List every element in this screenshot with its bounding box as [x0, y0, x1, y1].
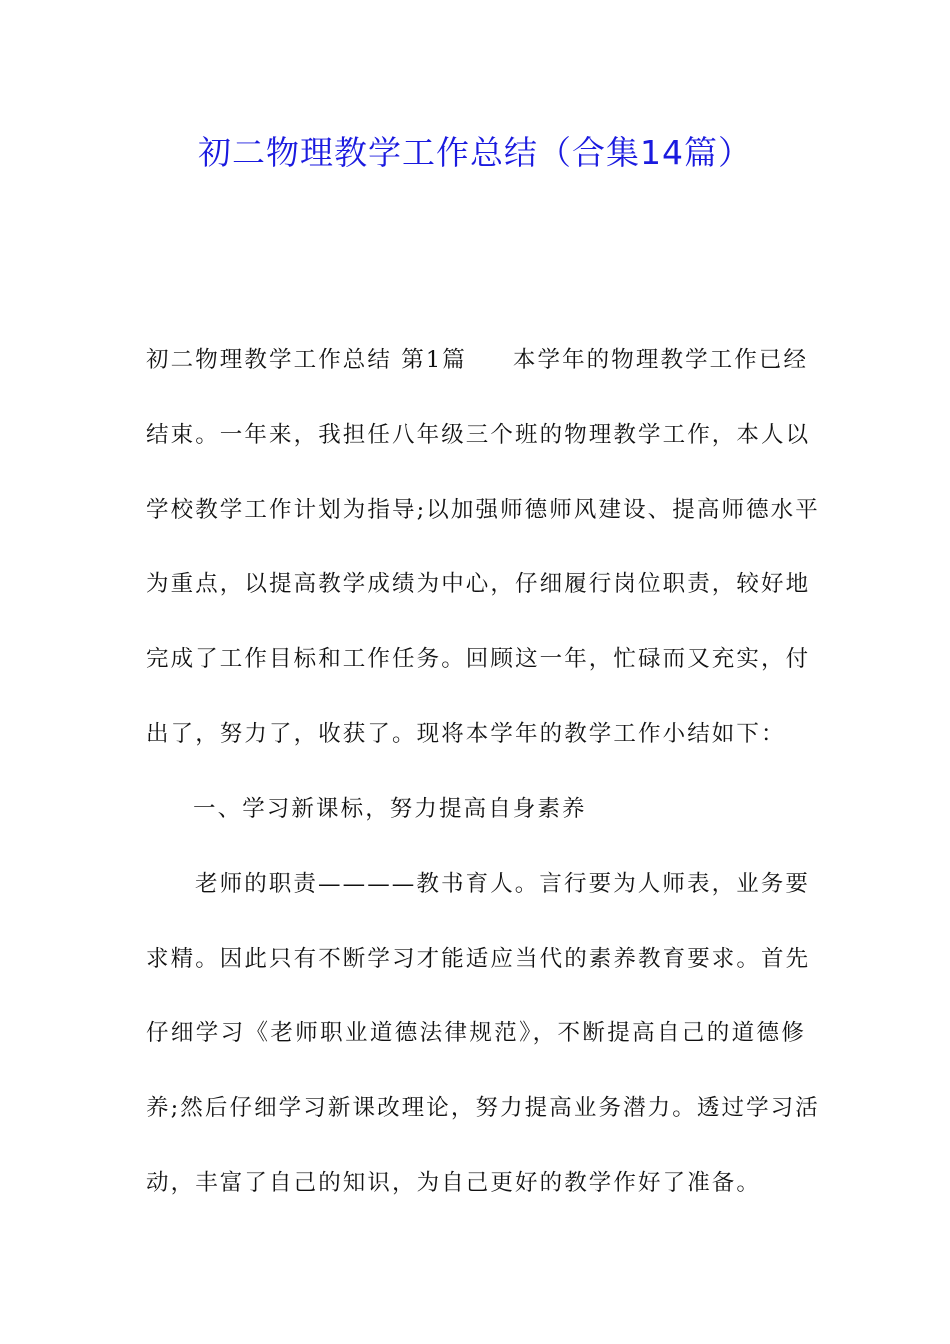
paragraph-line: 为重点，以提高教学成绩为中心，仔细履行岗位职责，较好地	[146, 571, 811, 597]
paragraph-line: 求精。因此只有不断学习才能适应当代的素养教育要求。首先	[146, 946, 811, 972]
paragraph-line: 老师的职责————教书育人。言行要为人师表，业务要	[195, 871, 811, 897]
paragraph-line: 出了，努力了，收获了。现将本学年的教学工作小结如下：	[146, 721, 786, 747]
paragraph-line: 结束。一年来，我担任八年级三个班的物理教学工作，本人以	[146, 422, 811, 448]
paragraph-line: 养;然后仔细学习新课改理论，努力提高业务潜力。透过学习活	[146, 1095, 820, 1121]
paragraph-line	[146, 342, 809, 378]
paragraph-line: 学校教学工作计划为指导;以加强师德师风建设、提高师德水平	[146, 497, 820, 523]
section-heading: 一、学习新课标，努力提高自身素养	[193, 796, 587, 822]
paragraph-text: 本学年的物理教学工作已经	[512, 347, 809, 373]
document-title: 初二物理教学工作总结（合集14篇）	[198, 133, 752, 172]
paragraph-line: 动，丰富了自己的知识，为自己更好的教学作好了准备。	[146, 1170, 762, 1196]
section-heading: 初二物理教学工作总结 第1篇	[146, 347, 467, 373]
paragraph-line: 仔细学习《老师职业道德法律规范》，不断提高自己的道德修	[146, 1020, 806, 1046]
paragraph-line: 完成了工作目标和工作任务。回顾这一年，忙碌而又充实，付	[146, 646, 811, 672]
